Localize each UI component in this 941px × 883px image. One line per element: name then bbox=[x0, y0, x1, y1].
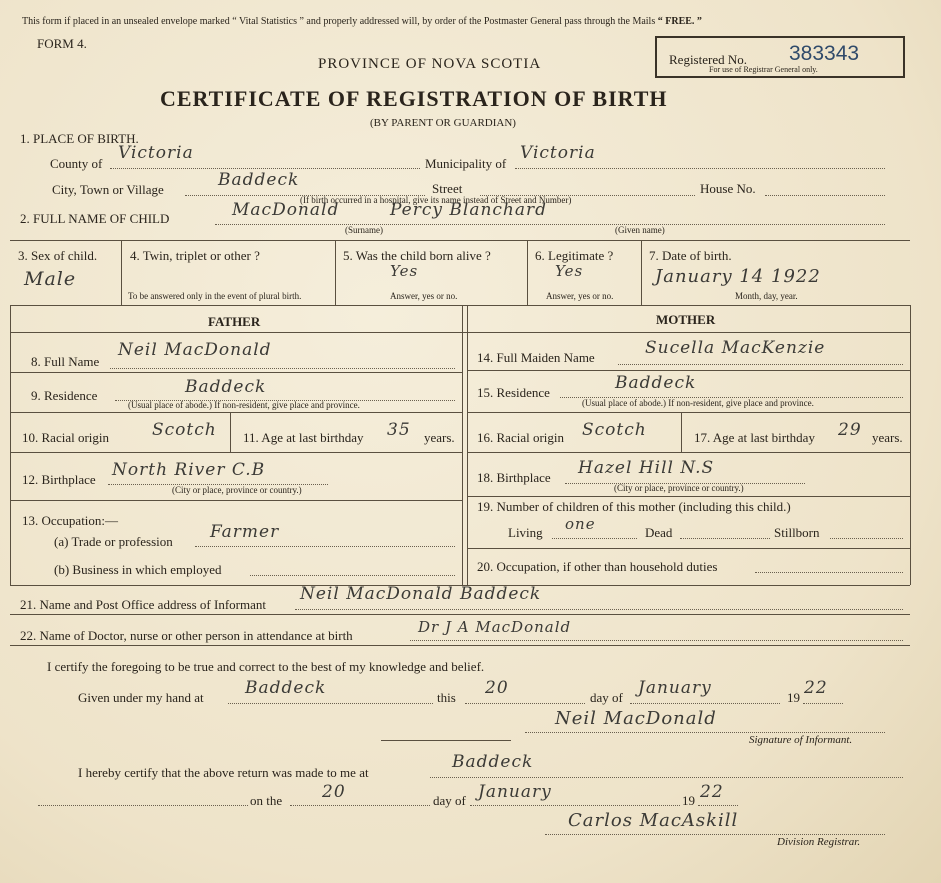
short-rule bbox=[381, 740, 511, 741]
box-left-border bbox=[10, 305, 11, 585]
dead-label: Dead bbox=[645, 525, 673, 540]
municipality-value: Victoria bbox=[520, 143, 596, 163]
given-place-underline bbox=[228, 703, 433, 704]
dead-underline bbox=[680, 538, 770, 539]
this-day-underline bbox=[465, 703, 585, 704]
col-divider bbox=[527, 240, 528, 305]
row-divider bbox=[10, 305, 910, 306]
child-surname-value: MacDonald bbox=[232, 200, 340, 220]
month-underline bbox=[630, 703, 780, 704]
this-label: this bbox=[437, 690, 456, 705]
mother-birthplace-note: (City or place, province or country.) bbox=[614, 483, 744, 493]
row-divider bbox=[467, 412, 910, 413]
col-divider bbox=[230, 412, 231, 452]
doctor-value: Dr J A MacDonald bbox=[418, 618, 572, 636]
legit-note: Answer, yes or no. bbox=[546, 291, 614, 301]
father-age-unit: years. bbox=[424, 430, 455, 445]
col-divider bbox=[335, 240, 336, 305]
certify-statement: I certify the foregoing to be true and correct to the best of my knowledge and belief. bbox=[47, 659, 485, 674]
city-value: Baddeck bbox=[218, 170, 300, 190]
row-divider bbox=[10, 332, 910, 333]
twin-label: 4. Twin, triplet or other ? bbox=[130, 248, 260, 263]
registrar-use-note: For use of Registrar General only. bbox=[709, 65, 818, 74]
registrar-signature: Carlos MacAskill bbox=[568, 810, 739, 831]
dob-value: January 14 1922 bbox=[655, 266, 821, 287]
city-label: City, Town or Village bbox=[52, 182, 164, 197]
father-name-value: Neil MacDonald bbox=[118, 340, 272, 360]
row-divider bbox=[467, 548, 910, 549]
registrar-lead-underline bbox=[38, 805, 248, 806]
mother-racial-label: 16. Racial origin bbox=[477, 430, 565, 445]
alive-note: Answer, yes or no. bbox=[390, 291, 458, 301]
doctor-underline bbox=[410, 640, 903, 641]
mother-occupation-label: 20. Occupation, if other than household duties bbox=[477, 559, 718, 574]
row-divider bbox=[10, 412, 462, 413]
col-divider bbox=[681, 412, 682, 452]
day-of-label: day of bbox=[590, 690, 623, 705]
given-label: Given under my hand at bbox=[78, 690, 204, 705]
place-of-birth-heading: 1. PLACE OF BIRTH. bbox=[20, 131, 139, 146]
father-age-value: 35 bbox=[387, 420, 411, 440]
county-underline bbox=[110, 168, 420, 169]
residence-note-b: If non-resident, give place and province. bbox=[668, 398, 814, 408]
registrar-year-underline bbox=[698, 805, 738, 806]
dob-label: 7. Date of birth. bbox=[649, 248, 732, 263]
legit-label: 6. Legitimate ? bbox=[535, 248, 614, 263]
living-label: Living bbox=[508, 525, 543, 540]
father-birthplace-label: 12. Birthplace bbox=[22, 472, 96, 487]
form-number: FORM 4. bbox=[37, 36, 87, 51]
box-right-border bbox=[910, 305, 911, 585]
row-divider bbox=[467, 452, 910, 453]
father-trade-underline bbox=[195, 546, 455, 547]
row-divider bbox=[10, 645, 910, 646]
father-name-underline bbox=[110, 368, 455, 369]
county-label: County of bbox=[50, 156, 103, 171]
registrar-place: Baddeck bbox=[452, 752, 534, 772]
father-age-label: 11. Age at last birthday bbox=[243, 430, 364, 445]
certificate-subtitle: (BY PARENT OR GUARDIAN) bbox=[370, 117, 516, 129]
residence-note-a: (Usual place of abode.) bbox=[582, 398, 666, 408]
dob-note: Month, day, year. bbox=[735, 291, 798, 301]
doctor-label: 22. Name of Doctor, nurse or other person in attendance at birth bbox=[20, 628, 353, 643]
house-label: House No. bbox=[700, 181, 756, 196]
father-business-underline bbox=[250, 575, 455, 576]
mother-name-underline bbox=[618, 364, 903, 365]
father-trade-value: Farmer bbox=[210, 522, 280, 542]
year-value: 22 bbox=[804, 678, 828, 698]
registrar-month: January bbox=[478, 782, 552, 802]
postal-note bbox=[22, 16, 702, 27]
registrar-month-underline bbox=[470, 805, 680, 806]
child-name-underline bbox=[215, 224, 885, 225]
living-value: one bbox=[565, 515, 596, 533]
child-given-value: Percy Blanchard bbox=[390, 200, 548, 220]
twin-note: To be answered only in the event of plural birth. bbox=[128, 291, 302, 301]
province-heading: PROVINCE OF NOVA SCOTIA bbox=[318, 56, 542, 72]
mother-children-label: 19. Number of children of this mother (including this child.) bbox=[477, 499, 791, 514]
mother-birthplace-value: Hazel Hill N.S bbox=[578, 458, 715, 478]
father-heading: FATHER bbox=[208, 314, 261, 329]
mother-age-unit: years. bbox=[872, 430, 903, 445]
father-racial-value: Scotch bbox=[152, 420, 217, 440]
mother-birthplace-label: 18. Birthplace bbox=[477, 470, 551, 485]
mother-name-label: 14. Full Maiden Name bbox=[477, 350, 595, 365]
mother-occupation-underline bbox=[755, 572, 903, 573]
father-business-label: (b) Business in which employed bbox=[54, 562, 222, 577]
given-place: Baddeck bbox=[245, 678, 327, 698]
living-underline bbox=[552, 538, 637, 539]
municipality-label: Municipality of bbox=[425, 156, 507, 171]
registrar-caption: Division Registrar. bbox=[777, 836, 861, 848]
mother-residence-label: 15. Residence bbox=[477, 385, 550, 400]
informant-value: Neil MacDonald Baddeck bbox=[300, 584, 542, 604]
row-divider bbox=[10, 500, 462, 501]
on-the-label: on the bbox=[250, 793, 283, 808]
this-day: 20 bbox=[485, 678, 509, 698]
county-value: Victoria bbox=[118, 143, 194, 163]
row-divider bbox=[467, 370, 910, 371]
sex-value: Male bbox=[24, 268, 77, 290]
row-divider bbox=[10, 240, 910, 241]
father-residence-label: 9. Residence bbox=[31, 388, 98, 403]
row-divider bbox=[467, 496, 910, 497]
surname-caption: (Surname) bbox=[345, 225, 383, 235]
registrar-year-prefix: 19 bbox=[682, 793, 695, 808]
mother-residence-note bbox=[582, 398, 814, 408]
father-residence-note bbox=[128, 400, 360, 410]
mother-residence-value: Baddeck bbox=[615, 373, 697, 393]
month-value: January bbox=[638, 678, 712, 698]
postal-note-vital: “ Vital Statistics ” bbox=[232, 16, 304, 27]
mother-age-label: 17. Age at last birthday bbox=[694, 430, 815, 445]
center-divider bbox=[467, 305, 468, 585]
informant-label: 21. Name and Post Office address of Informant bbox=[20, 597, 266, 612]
residence-note-a: (Usual place of abode.) bbox=[128, 400, 212, 410]
registrar-signature-underline bbox=[545, 834, 885, 835]
mother-heading: MOTHER bbox=[656, 312, 716, 327]
signature-underline bbox=[525, 732, 885, 733]
center-divider bbox=[462, 305, 463, 585]
father-birthplace-note: (City or place, province or country.) bbox=[172, 485, 302, 495]
hospital-note: (If birth occurred in a hospital, give its name instead of Street and Number) bbox=[300, 195, 572, 205]
postal-note-free: “ FREE. ” bbox=[657, 16, 702, 27]
mother-name-value: Sucella MacKenzie bbox=[645, 338, 826, 358]
stillborn-underline bbox=[830, 538, 903, 539]
col-divider bbox=[121, 240, 122, 305]
certificate-title: CERTIFICATE OF REGISTRATION OF BIRTH bbox=[160, 86, 668, 111]
col-divider bbox=[641, 240, 642, 305]
registrar-place-underline bbox=[430, 777, 903, 778]
alive-value: Yes bbox=[390, 262, 419, 280]
signature-caption: Signature of Informant. bbox=[749, 734, 853, 746]
house-underline bbox=[765, 195, 885, 196]
given-caption: (Given name) bbox=[615, 225, 665, 235]
row-divider bbox=[10, 452, 462, 453]
registrar-day-of-label: day of bbox=[433, 793, 466, 808]
municipality-underline bbox=[515, 168, 885, 169]
registrar-day-underline bbox=[290, 805, 430, 806]
registrar-certify-label: I hereby certify that the above return was made to me at bbox=[78, 765, 369, 780]
father-occupation-label: 13. Occupation:— bbox=[22, 513, 119, 528]
mother-age-value: 29 bbox=[838, 420, 862, 440]
row-divider bbox=[10, 372, 462, 373]
registered-label: Registered No. bbox=[669, 52, 747, 67]
year-prefix: 19 bbox=[787, 690, 800, 705]
father-name-label: 8. Full Name bbox=[31, 354, 100, 369]
informant-signature: Neil MacDonald bbox=[555, 708, 717, 729]
postal-note-text: This form if placed in an unsealed envelope marked bbox=[22, 16, 230, 27]
mother-racial-value: Scotch bbox=[582, 420, 647, 440]
sex-label: 3. Sex of child. bbox=[18, 248, 98, 263]
father-racial-label: 10. Racial origin bbox=[22, 430, 110, 445]
father-birthplace-value: North River C.B bbox=[112, 460, 266, 480]
registration-box bbox=[655, 36, 905, 78]
year-underline bbox=[803, 703, 843, 704]
postal-note-text-2: and properly addressed will, by order of the Postmaster General pass through the Mails bbox=[306, 16, 656, 27]
informant-underline bbox=[295, 609, 903, 610]
row-divider bbox=[10, 614, 910, 615]
legit-value: Yes bbox=[555, 262, 584, 280]
residence-note-b: If non-resident, give place and province. bbox=[214, 400, 360, 410]
registrar-day: 20 bbox=[322, 782, 346, 802]
registered-number: 383343 bbox=[789, 42, 860, 65]
child-name-label: 2. FULL NAME OF CHILD bbox=[20, 211, 170, 226]
registrar-year: 22 bbox=[700, 782, 724, 802]
father-residence-value: Baddeck bbox=[185, 377, 267, 397]
alive-label: 5. Was the child born alive ? bbox=[343, 248, 491, 263]
street-label: Street bbox=[432, 181, 463, 196]
stillborn-label: Stillborn bbox=[774, 525, 820, 540]
father-trade-label: (a) Trade or profession bbox=[54, 534, 173, 549]
